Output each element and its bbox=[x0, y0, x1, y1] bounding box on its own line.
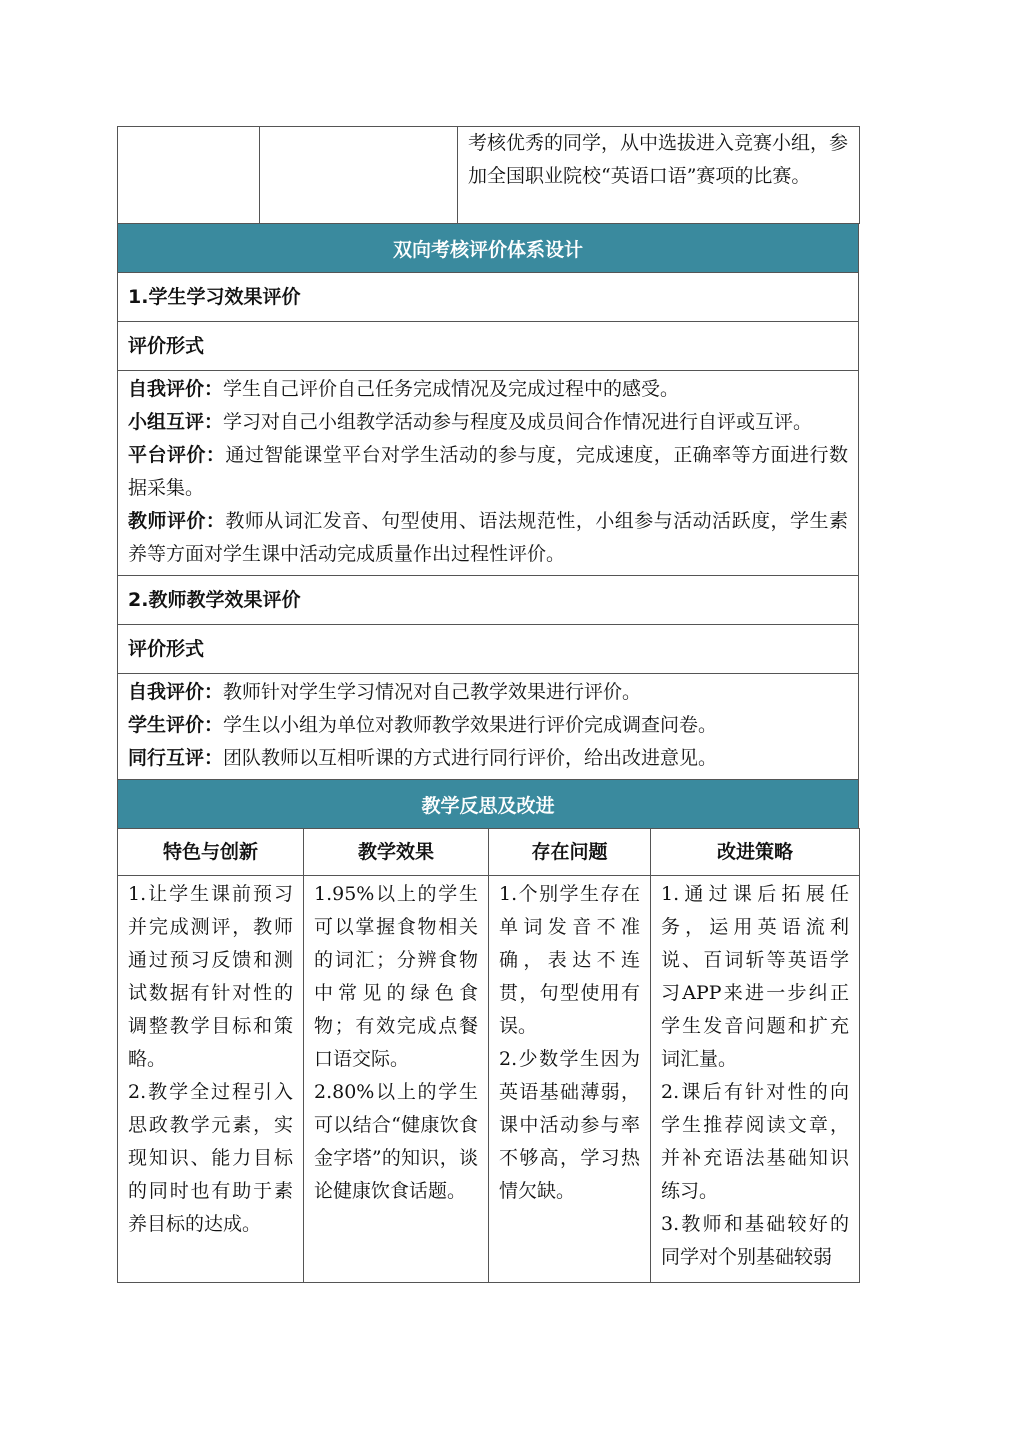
eval-item: 平台评价：通过智能课堂平台对学生活动的参与度，完成速度，正确率等方面进行数据采集。 bbox=[128, 444, 848, 499]
document-page bbox=[117, 126, 859, 1283]
problems-cell: 1.个别学生存在单词发音不准确，表达不连贯，句型使用有误。 2.少数学生因为英语基础薄弱，课中活动参与率不够高，学习热情欠缺。 bbox=[489, 876, 651, 1283]
header-features: 特色与创新 bbox=[118, 829, 304, 876]
effects-cell: 1.95%以上的学生可以掌握食物相关的词汇；分辨食物中常见的绿色食物；有效完成点餐口语交际。 2.80%以上的学生可以结合“健康饮食金字塔”的知识，谈论健康饮食话题。 bbox=[304, 876, 489, 1283]
eval-item: 自我评价：教师针对学生学习情况对自己教学效果进行评价。 bbox=[128, 681, 642, 703]
continuation-table bbox=[117, 126, 860, 224]
header-strategies: 改进策略 bbox=[651, 829, 860, 876]
student-eval-form-label: 评价形式 bbox=[118, 322, 859, 371]
eval-item: 小组互评：学习对自己小组教学活动参与程度及成员间合作情况进行自评或互评。 bbox=[128, 411, 813, 433]
reflection-table bbox=[117, 828, 860, 1283]
student-eval-title: 1.学生学习效果评价 bbox=[118, 273, 859, 322]
teacher-eval-items bbox=[118, 674, 859, 780]
eval-item: 教师评价：教师从词汇发音、句型使用、语法规范性，小组参与活动活跃度，学生素养等方面对学生课中活动完成质量作出过程性评价。 bbox=[128, 510, 848, 565]
eval-item: 学生评价：学生以小组为单位对教师教学效果进行评价完成调查问卷。 bbox=[128, 714, 718, 736]
evaluation-banner: 双向考核评价体系设计 bbox=[118, 224, 859, 273]
features-cell: 1.让学生课前预习并完成测评，教师通过预习反馈和测试数据有针对性的调整教学目标和策略。 2.教学全过程引入思政教学元素，实现知识、能力目标的同时也有助于素养目标的达成。 bbox=[118, 876, 304, 1283]
header-effects: 教学效果 bbox=[304, 829, 489, 876]
evaluation-table bbox=[117, 223, 859, 829]
eval-item: 同行互评：团队教师以互相听课的方式进行同行评价，给出改进意见。 bbox=[128, 747, 718, 769]
student-eval-items bbox=[118, 371, 859, 576]
header-problems: 存在问题 bbox=[489, 829, 651, 876]
reflection-banner: 教学反思及改进 bbox=[118, 780, 859, 829]
continuation-text: 考核优秀的同学，从中选拔进入竞赛小组，参加全国职业院校“英语口语”赛项的比赛。 bbox=[458, 127, 860, 224]
empty-cell bbox=[118, 127, 260, 224]
strategies-cell: 1.通过课后拓展任务，运用英语流利说、百词斩等英语学习APP来进一步纠正学生发音问题和扩充词汇量。 2.课后有针对性的向学生推荐阅读文章，并补充语法基础知识练习。 3.教师和基础较好的同学对个别基础较弱 bbox=[651, 876, 860, 1283]
teacher-eval-form-label: 评价形式 bbox=[118, 625, 859, 674]
eval-item: 自我评价：学生自己评价自己任务完成情况及完成过程中的感受。 bbox=[128, 378, 680, 400]
teacher-eval-title: 2.教师教学效果评价 bbox=[118, 576, 859, 625]
empty-cell bbox=[260, 127, 458, 224]
